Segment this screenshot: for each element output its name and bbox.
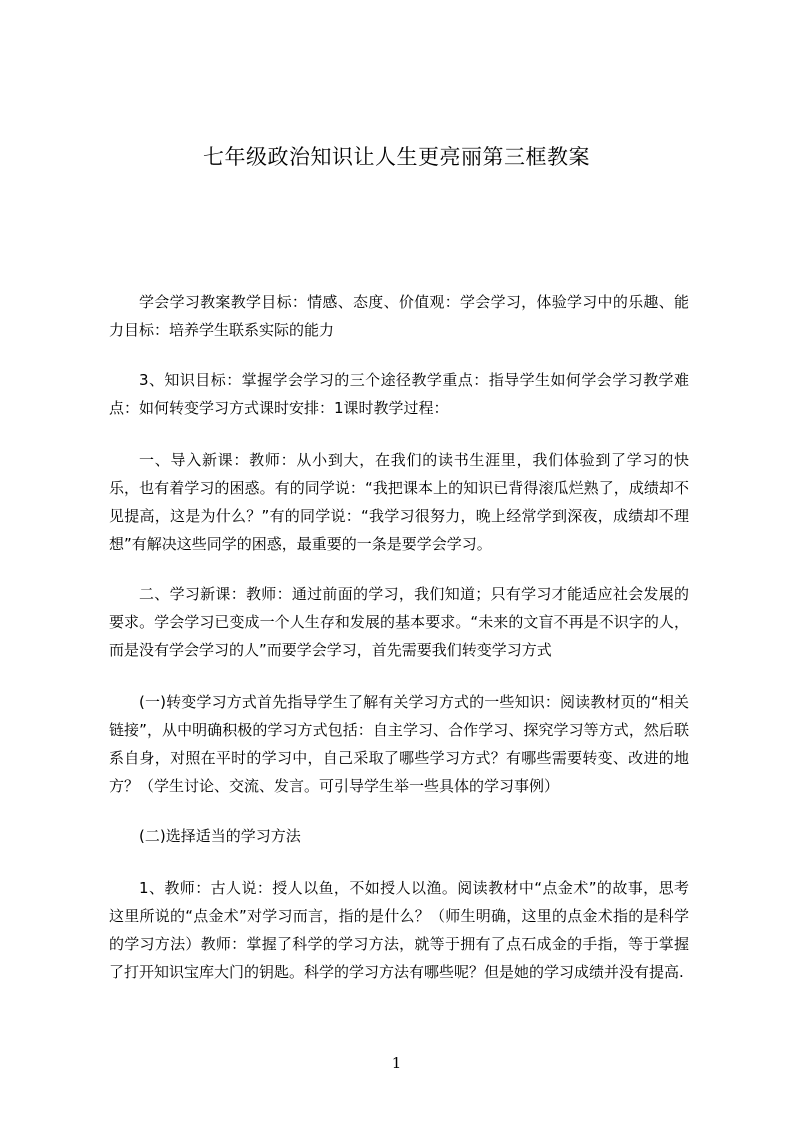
paragraph-learning-method-heading: (二)选择适当的学习方法 [139,827,301,845]
paragraph-golden-touch: 1、教师：古人说：授人以鱼，不如授人以渔。阅读教材中“点金术”的故事，思考这里所说的“点金术”对学习而言，指的是什么？（师生明确，这里的点金术指的是科学的学习方法）教师：掌握了科学的学习方法，就等于拥有了点石成金的手指，等于掌握了打开知识宝库大门的钥匙。科学的学习方法有哪些呢？但是她的学习成绩并没有提高. [109,879,689,981]
paragraph-introduction: 一、导入新课：教师：从小到大，在我们的读书生涯里，我们体验到了学习的快乐，也有着学习的困惑。有的同学说：“我把课本上的知识已背得滚瓜烂熟了，成绩却不见提高，这是为什么？”有的同学说：“我学习很努力，晚上经常学到深夜，成绩却不理想”有解决这些同学的困惑，最重要的一条是要学会学习。 [109,451,689,553]
page-number: 1 [391,1054,402,1072]
paragraph-knowledge-goals: 3、知识目标：掌握学会学习的三个途径教学重点：指导学生如何学会学习教学难点：如何转变学习方式课时安排：1课时教学过程： [109,371,689,417]
paragraph-learning-goals: 学会学习教案教学目标：情感、态度、价值观：学会学习，体验学习中的乐趣、能力目标：培养学生联系实际的能力 [109,293,689,339]
paragraph-learning-style: (一)转变学习方式首先指导学生了解有关学习方式的一些知识：阅读教材页的“相关链接”，从中明确积极的学习方式包括：自主学习、合作学习、探究学习等方式，然后联系自身，对照在平时的学习中，自己采取了哪些学习方式？有哪些需要转变、改进的地方？（学生讨论、交流、发言。可引导学生举一些具体的学习事例） [109,693,689,795]
paragraph-new-lesson: 二、学习新课：教师：通过前面的学习，我们知道；只有学习才能适应社会发展的要求。学会学习已变成一个人生存和发展的基本要求。“未来的文盲不再是不识字的人，而是没有学会学习的人”而要学会学习，首先需要我们转变学习方式 [109,585,689,659]
document-title: 七年级政治知识让人生更亮丽第三框教案 [203,145,590,169]
